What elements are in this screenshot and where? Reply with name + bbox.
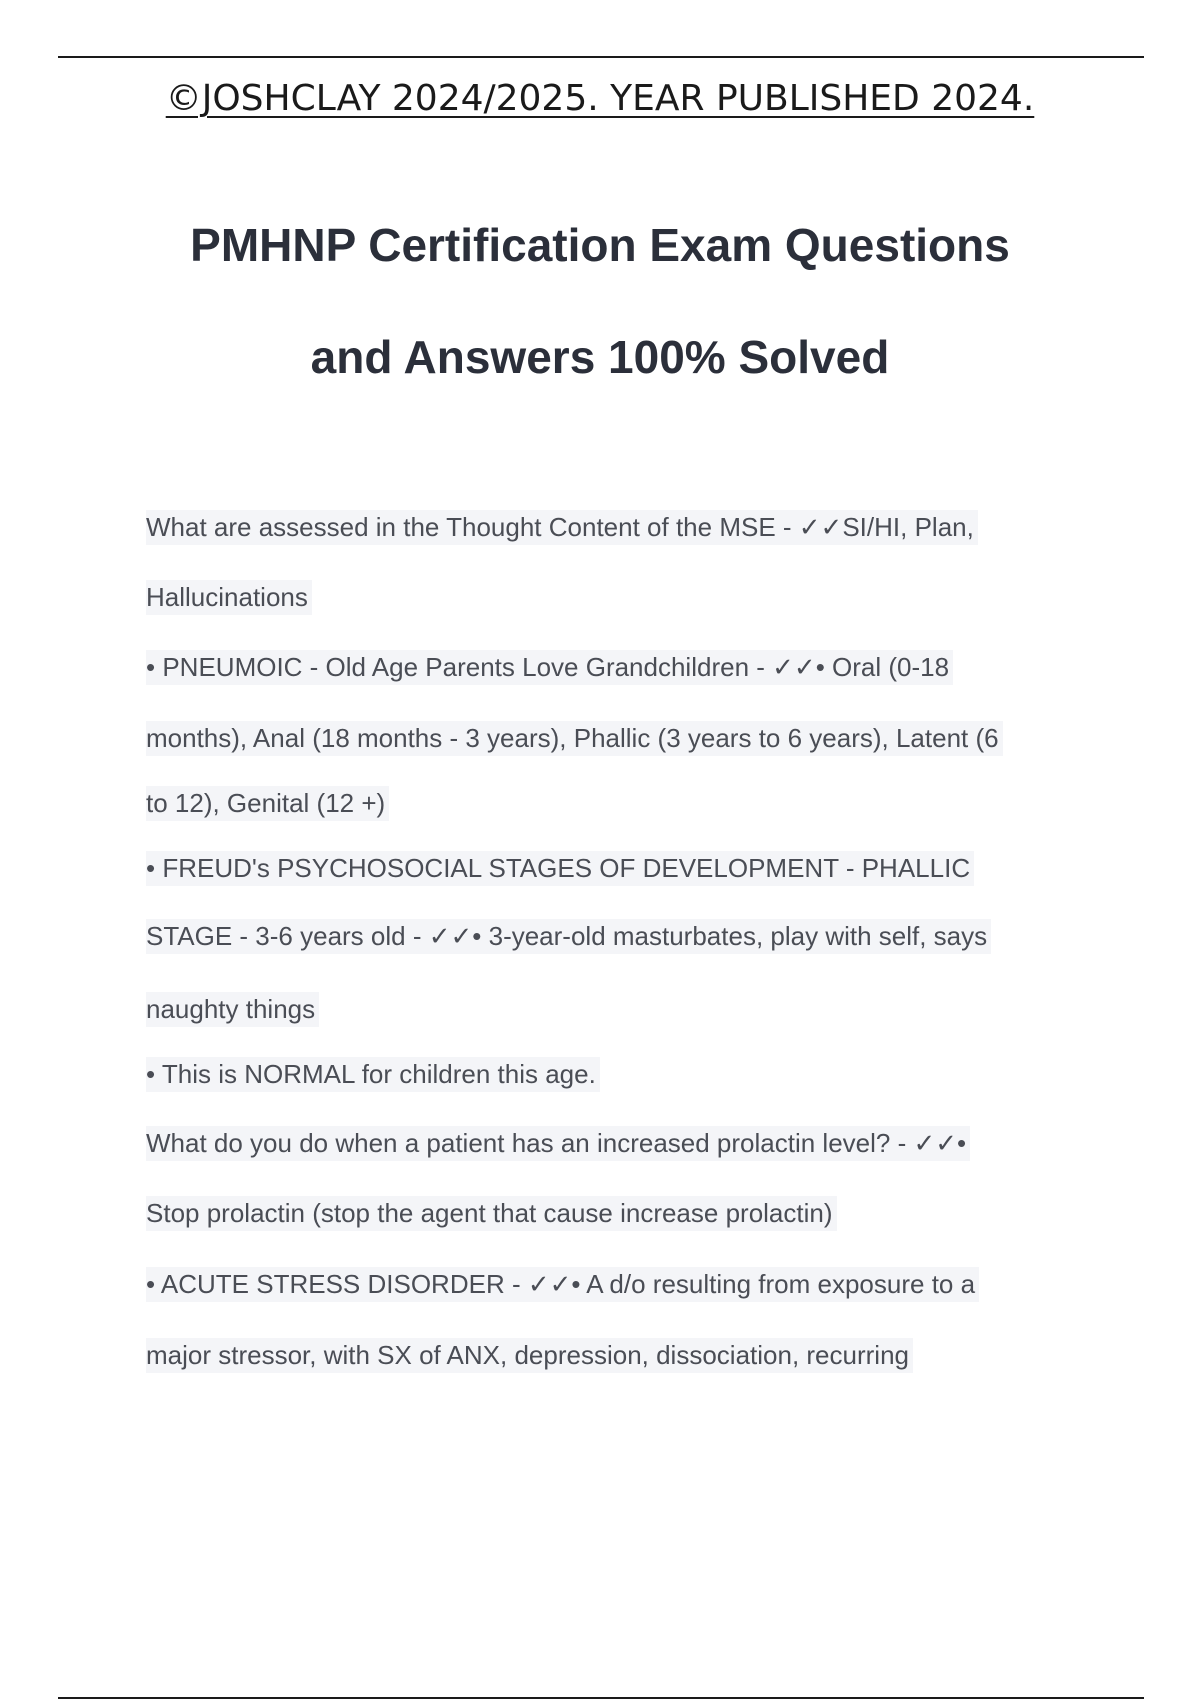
copyright-header (0, 78, 1200, 119)
copyright-text: ©JOSHCLAY 2024/2025. YEAR PUBLISHED 2024. (165, 78, 1035, 119)
content-line: • This is NORMAL for children this age. (146, 1057, 600, 1092)
top-rule (58, 56, 1144, 58)
content-line: Stop prolactin (stop the agent that cause increase prolactin) (146, 1196, 837, 1231)
content-line: • ACUTE STRESS DISORDER - ✓✓• A d/o resulting from exposure to a (146, 1267, 979, 1302)
content-line: • FREUD's PSYCHOSOCIAL STAGES OF DEVELOPMENT - PHALLIC (146, 851, 974, 886)
bottom-rule (58, 1697, 1144, 1699)
content-line: major stressor, with SX of ANX, depression, dissociation, recurring (146, 1338, 913, 1373)
content-line: to 12), Genital (12 +) (146, 786, 389, 821)
content-line: What do you do when a patient has an increased prolactin level? - ✓✓• (146, 1126, 970, 1161)
document-title-line-1: PMHNP Certification Exam Questions (190, 219, 1010, 271)
content-line: Hallucinations (146, 580, 312, 615)
content-line: naughty things (146, 992, 319, 1027)
content-line: STAGE - 3-6 years old - ✓✓• 3-year-old masturbates, play with self, says (146, 919, 991, 954)
document-title-line-2: and Answers 100% Solved (310, 331, 890, 383)
content-line: months), Anal (18 months - 3 years), Phallic (3 years to 6 years), Latent (6 (146, 721, 1003, 756)
content-line: • PNEUMOIC - Old Age Parents Love Grandchildren - ✓✓• Oral (0-18 (146, 650, 953, 685)
content-line: What are assessed in the Thought Content of the MSE - ✓✓SI/HI, Plan, (146, 510, 978, 545)
